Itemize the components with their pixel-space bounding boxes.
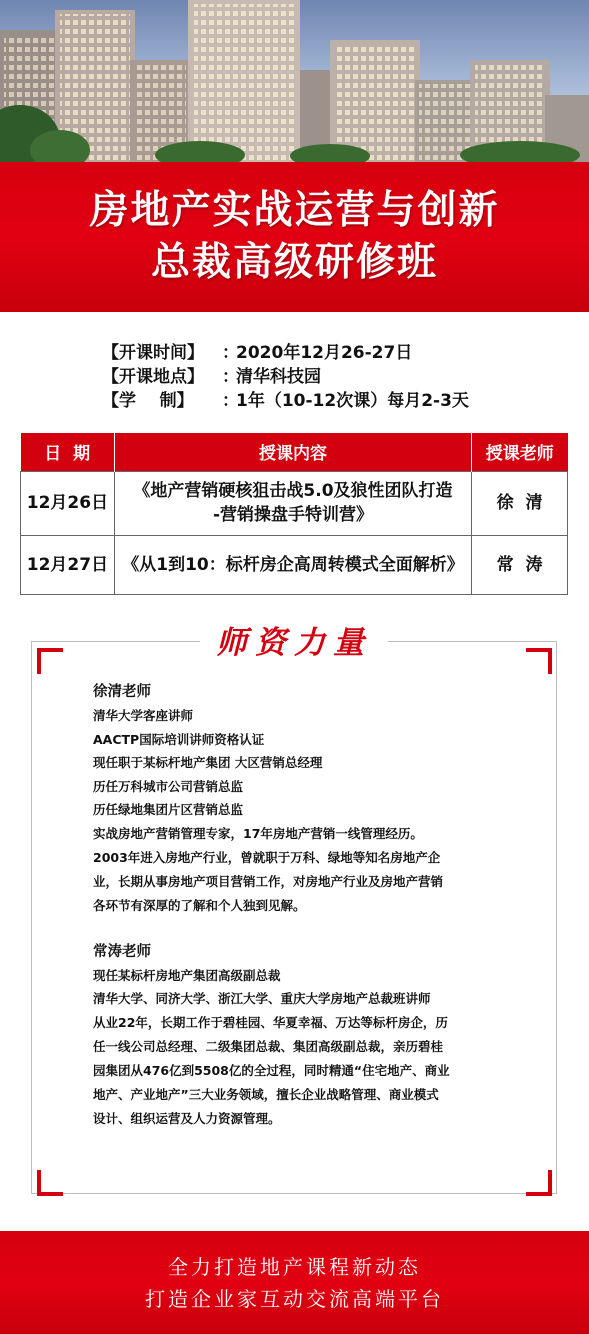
frame-divider-right: [387, 641, 557, 642]
teacher-name: 徐清老师: [93, 684, 151, 700]
info-row-duration: [102, 389, 562, 413]
frame-divider-left: [31, 641, 201, 642]
info-colon: ：: [222, 343, 239, 363]
spacer: [93, 918, 503, 940]
info-label: 【开课时间】: [102, 343, 204, 363]
teacher-bio-line: 2003年进入房地产行业，曾就职于万科、绿地等知名房地产企: [93, 849, 441, 865]
info-value: 清华科技园: [236, 367, 321, 387]
teacher-bio-line: 园集团从476亿到5508亿的全过程，同时精通“住宅地产、商业: [93, 1062, 450, 1078]
info-label: 【开课地点】: [102, 367, 204, 387]
corner-bracket-bottom-left: [37, 1170, 63, 1196]
title-banner: [0, 162, 589, 312]
faculty-section-title: 师资力量: [200, 617, 388, 662]
content-line: -营销操盘手特训营》: [212, 505, 374, 525]
table-header-row: [21, 433, 568, 471]
teacher-credential: 清华大学、同济大学、浙江大学、重庆大学房地产总裁班讲师: [93, 991, 431, 1006]
course-info: [102, 341, 562, 413]
cell-content: [114, 471, 471, 535]
teacher-name: 常涛老师: [93, 943, 151, 960]
info-label: 【学 制】: [102, 391, 194, 411]
teacher-bio-line: 从业22年，长期工作于碧桂园、华夏幸福、万达等标杆房企，历: [93, 1014, 448, 1030]
corner-bracket-top-right: [526, 648, 552, 674]
buildings-illustration: [0, 0, 589, 162]
teacher-credential: 现任某标杆房地产集团高级副总裁: [93, 967, 281, 983]
teacher-bio-line: 任一线公司总经理、二级集团总裁、集团高级副总裁，亲历碧桂: [93, 1038, 444, 1054]
teacher-credential: 历任万科城市公司营销总监: [93, 778, 244, 794]
info-colon: ：: [222, 391, 239, 411]
footer-slogan-1: 全力打造地产课程新动态: [168, 1254, 421, 1279]
info-row-start-time: [102, 341, 562, 365]
teacher-credential: 历任绿地集团片区营销总监: [93, 802, 244, 817]
info-value: 1年（10-12次课）每月2-3天: [236, 391, 469, 411]
corner-bracket-top-left: [37, 648, 63, 674]
teacher-bio-line: 实战房地产营销管理专家，17年房地产营销一线管理经历。: [93, 825, 423, 841]
hero-buildings-photo: [0, 0, 589, 162]
cell-date: 12月26日: [21, 471, 115, 535]
footer-slogan-2: 打造企业家互动交流高端平台: [145, 1286, 444, 1311]
cell-teacher: 常 涛: [472, 535, 568, 594]
footer-banner: [0, 1231, 589, 1334]
corner-bracket-bottom-right: [526, 1170, 552, 1196]
title-line-1: 房地产实战运营与创新: [89, 188, 500, 233]
content-line: 《从1到10：标杆房企高周转模式全面解析》: [122, 554, 464, 575]
schedule-table: [20, 433, 568, 595]
teacher-credential: 现任职于某标杆地产集团 大区营销总经理: [93, 755, 323, 770]
header-teacher: 授课老师: [472, 433, 568, 471]
header-date: 日 期: [21, 433, 115, 471]
cell-content: [114, 535, 471, 594]
cell-teacher: 徐 清: [472, 471, 568, 535]
title-line-2: 总裁高级研修班: [150, 240, 438, 285]
teacher-bio-line: 设计、组织运营及人力资源管理。: [93, 1110, 281, 1126]
cell-date: 12月27日: [21, 535, 115, 594]
faculty-body: [93, 680, 503, 1131]
info-value: 2020年12月26-27日: [236, 343, 413, 363]
teacher-bio-line: 地产、产业地产”三大业务领域，擅长企业战略管理、商业模式: [93, 1086, 439, 1102]
table-row: [21, 471, 568, 535]
teacher-bio-line: 各环节有深厚的了解和个人独到见解。: [93, 897, 306, 913]
teacher-credential: AACTP国际培训讲师资格认证: [93, 731, 265, 747]
teacher-bio-line: 业，长期从事房地产项目营销工作，对房地产行业及房地产营销: [93, 873, 444, 889]
table-row: [21, 535, 568, 594]
info-row-location: [102, 365, 562, 389]
info-colon: ：: [222, 367, 239, 387]
teacher-credential: 清华大学客座讲师: [93, 708, 194, 723]
content-line: 《地产营销硬核狙击战5.0及狼性团队打造: [133, 481, 453, 501]
header-content: 授课内容: [114, 433, 471, 471]
